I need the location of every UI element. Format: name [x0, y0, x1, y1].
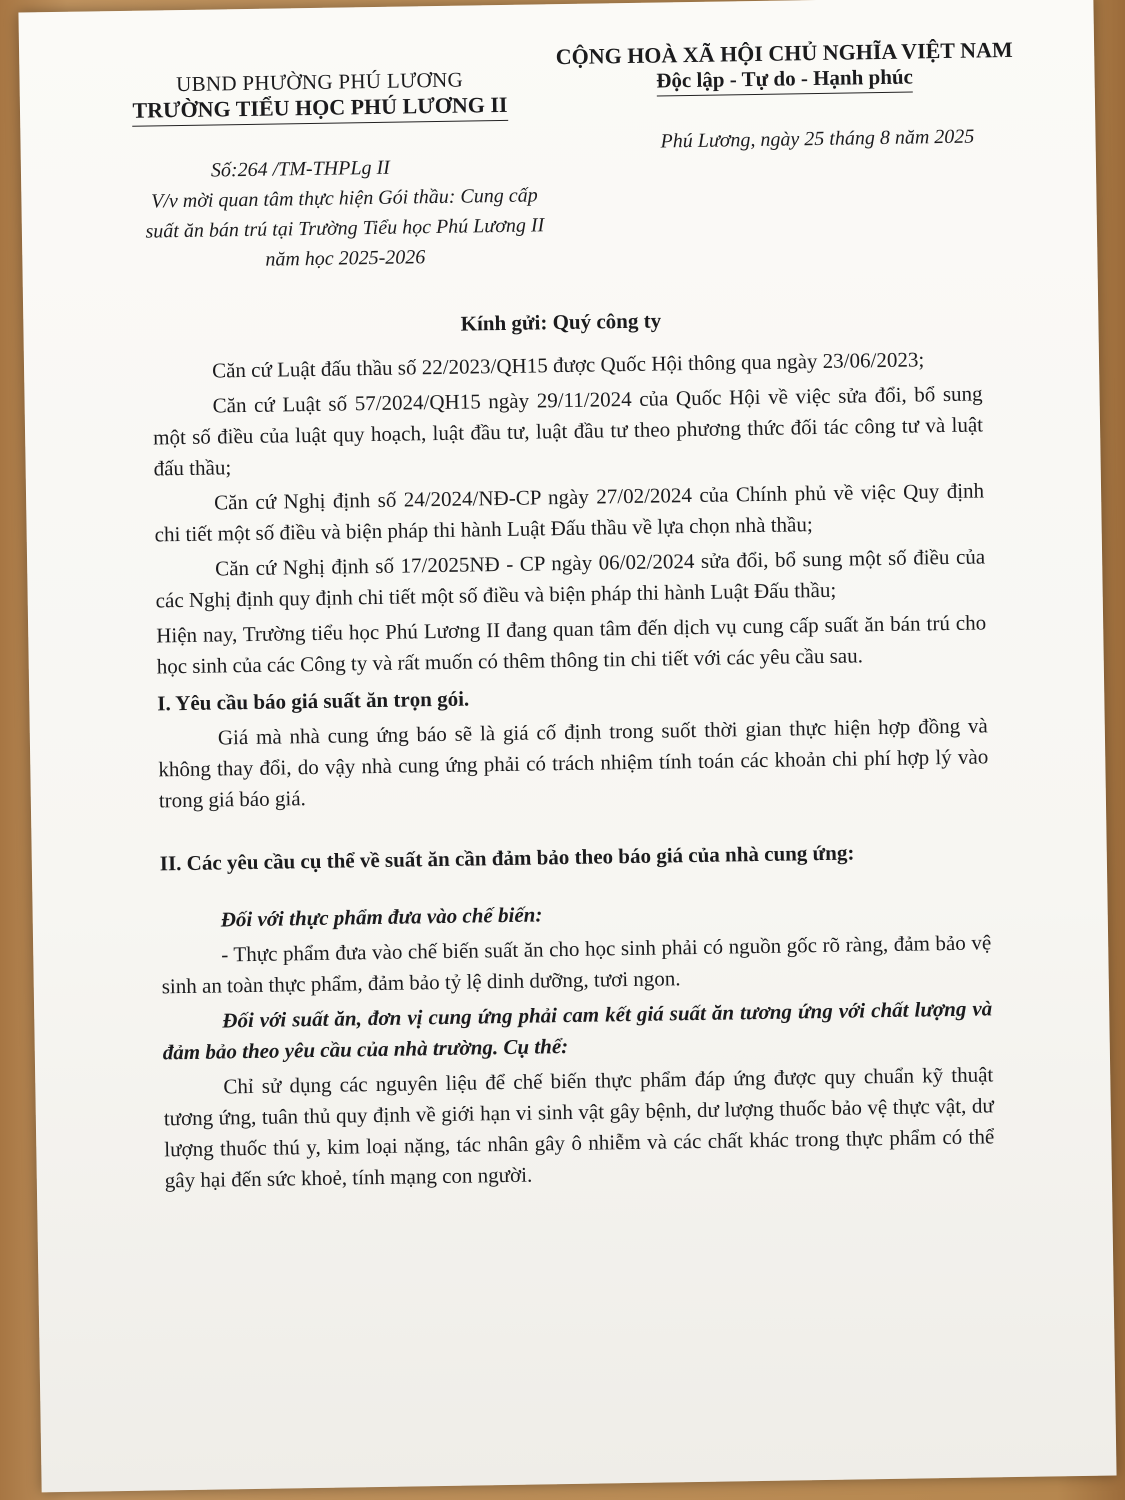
meal-heading: Đối với suất ăn, đơn vị cung ứng phải cam kết giá suất ăn tương ứng với chất lượng và đảm bảo theo yêu cầu của nhà trường. Cụ thể: — [162, 996, 993, 1065]
national-heading — [544, 37, 1025, 99]
paragraph-introduction: Hiện nay, Trường tiểu học Phú Lương II đang quan tâm đến dịch vụ cung cấp suất ăn bán trú cho học sinh của các Công ty và rất muốn có thêm thông tin chi tiết với các yêu cầu sau. — [156, 610, 987, 679]
section-2-title: II. Các yêu cầu cụ thể về suất ăn cần đảm bảo theo báo giá của nhà cung ứng: — [159, 840, 855, 876]
document-subject: V/v mời quan tâm thực hiện Gói thầu: Cung cấp suất ăn bán trú tại Trường Tiểu học Phú Lương II năm học 2025-2026 — [145, 184, 545, 271]
section-1-title: I. Yêu cầu báo giá suất ăn trọn gói. — [157, 686, 470, 716]
document-page — [18, 0, 1116, 1492]
paragraph-legal-basis-1: Căn cứ Luật đấu thầu số 22/2023/QH15 được Quốc Hội thông qua ngày 23/06/2023; — [211, 347, 925, 383]
paragraph-legal-basis-2: Căn cứ Luật số 57/2024/QH15 ngày 29/11/2024 của Quốc Hội về việc sửa đổi, bổ sung một số điều của luật quy hoạch, luật đầu tư, luật đầu tư theo phương thức đối tác công tư và luật đấu thầu; — [152, 381, 984, 481]
paragraph-legal-basis-4: Căn cứ Nghị định số 17/2025NĐ - CP ngày 06/02/2024 sửa đổi, bổ sung một số điều của các Nghị định quy định chi tiết một số điều và biện pháp thi hành Luật Đấu thầu; — [155, 544, 986, 613]
food-body: - Thực phẩm đưa vào chế biến suất ăn cho học sinh phải có nguồn gốc rõ ràng, đảm bảo vệ sinh an toàn thực phẩm, đảm bảo tỷ lệ dinh dưỡng, tươi ngon. — [161, 930, 992, 999]
issuer-block — [119, 67, 520, 127]
meal-body: Chỉ sử dụng các nguyên liệu để chế biến thực phẩm đáp ứng được quy chuẩn kỹ thuật tương ứng, tuân thủ quy định về giới hạn vi sinh vật gây bệnh, dư lượng thuốc bảo vệ thực vật, dư lượng thuốc thú y, kim loại nặng, tác nhân gây ô nhiễm và các chất khác trong thực phẩm có thể gây hại đến sức khoẻ, tính mạng con người. — [163, 1062, 995, 1193]
issuer-school: TRƯỜNG TIỂU HỌC PHÚ LƯƠNG II — [120, 92, 520, 127]
salutation: Kính gửi: Quý công ty — [460, 308, 662, 336]
document-number: Số:264 /TM-THPLg II — [210, 156, 390, 182]
food-heading: Đối với thực phẩm đưa vào chế biến: — [220, 902, 543, 932]
document-body — [152, 343, 995, 1200]
place-and-date: Phú Lương, ngày 25 tháng 8 năm 2025 — [660, 125, 975, 153]
issuer-authority: UBND PHƯỜNG PHÚ LƯƠNG — [175, 67, 464, 97]
national-motto: Độc lập - Tự do - Hạnh phúc — [544, 63, 1024, 99]
section-1-body: Giá mà nhà cung ứng báo sẽ là giá cố định trong suốt thời gian thực hiện hợp đồng và không thay đổi, do vậy nhà cung ứng phải có trách nhiệm tính toán các khoản chi phí hợp lý vào trong giá báo giá. — [158, 713, 989, 813]
paragraph-legal-basis-3: Căn cứ Nghị định số 24/2024/NĐ-CP ngày 27/02/2024 của Chính phủ về việc Quy định chi tiết một số điều và biện pháp thi hành Luật Đấu thầu về lựa chọn nhà thầu; — [154, 478, 985, 547]
country-name: CỘNG HOÀ XÃ HỘI CHỦ NGHĨA VIỆT NAM — [555, 36, 1013, 70]
